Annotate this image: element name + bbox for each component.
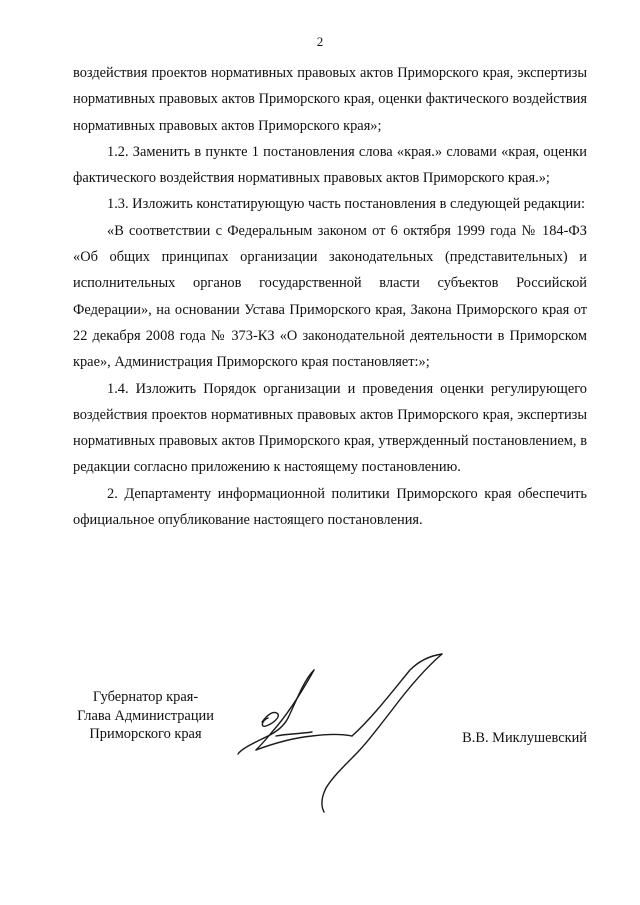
paragraph-item-1-4: 1.4. Изложить Порядок организации и проведения оценки регулирующего воздействия проектов нормативных правовых актов Приморского края, экспертизы нормативных правовых актов Приморского края, утвержденный постановлением, в редакции согласно приложению к настоящему постановлению. [73, 380, 587, 476]
signatory-title-line: Губернатор края- [92, 689, 199, 705]
page-number: 2 [316, 34, 324, 49]
paragraph-continuation: воздействия проектов нормативных правовых актов Приморского края, экспертизы нормативных правовых актов Приморского края, оценки фактического воздействия нормативных правовых актов Приморского края»; [73, 65, 587, 134]
handwritten-signature [232, 652, 452, 817]
signatory-title-line: Приморского края [89, 726, 202, 742]
paragraph-quoted-preamble: «В соответствии с Федеральным законом от 6 октября 1999 года № 184-ФЗ «Об общих принципах организации законодательных (представительных) и исполнительных органов государственной власти субъектов Российской Федерации», на основании Устава Приморского края, Закона Приморского края от 22 декабря 2008 года № 373-КЗ «О законодательной деятельности в Приморском крае», Администрация Приморского края постановляет:»; [73, 222, 587, 371]
signatory-title [73, 688, 218, 744]
paragraph-item-2: 2. Департаменту информационной политики Приморского края обеспечить официальное опубликование настоящего постановления. [73, 485, 587, 529]
signatory-title-line: Глава Администрации [77, 707, 214, 724]
paragraph-item-1-2: 1.2. Заменить в пункте 1 постановления слова «края.» словами «края, оценки фактического воздействия нормативных правовых актов Приморского края.»; [73, 143, 587, 187]
paragraph-item-1-3: 1.3. Изложить констатирующую часть постановления в следующей редакции: [107, 196, 585, 213]
signatory-name: В.В. Миклушевский [462, 730, 587, 746]
document-body [73, 60, 587, 533]
